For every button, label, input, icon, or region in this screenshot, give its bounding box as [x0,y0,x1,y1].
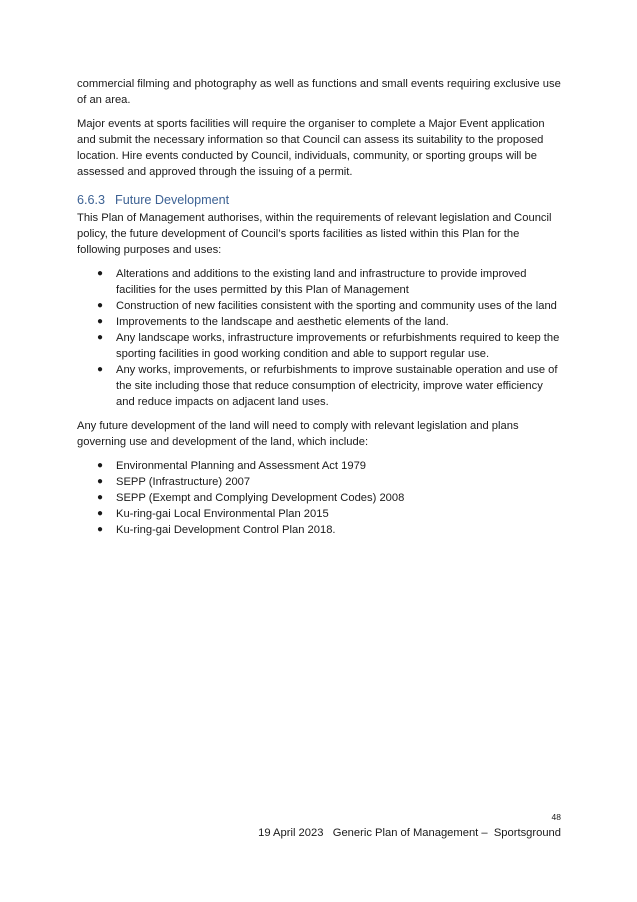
list-item-text: Ku-ring-gai Development Control Plan 2018. [116,524,336,536]
page-number: 48 [551,812,561,822]
list-item [77,330,563,362]
list-item [77,458,563,474]
section-title: Future Development [115,193,230,207]
document-page [77,76,563,546]
bullet-icon: ● [97,524,104,535]
paragraph-intro: This Plan of Management authorises, within the requirements of relevant legislation and Council policy, the future development of Council’s sports facilities as listed within this Plan for the following purposes and uses: [77,212,552,256]
list-item-text: SEPP (Infrastructure) 2007 [116,476,251,488]
bullet-icon: ● [97,332,104,343]
section-number: 6.6.3 [77,193,106,207]
list-item [77,506,563,522]
list-item-text: Alterations and additions to the existing land and infrastructure to provide improved facilities for the uses permitted by this Plan of Management [116,268,527,296]
paragraph-compliance: Any future development of the land will need to comply with relevant legislation and plans governing use and development of the land, which include: [77,420,519,448]
list-item-text: Any works, improvements, or refurbishments to improve sustainable operation and use of the site including those that reduce consumption of electricity, improve water efficiency and reduce impacts on adjacent land uses. [116,364,558,408]
page-footer [258,812,561,841]
paragraph-commercial-filming: commercial filming and photography as well as functions and small events requiring exclusive use of an area. [77,78,561,106]
bullet-icon: ● [97,268,104,279]
list-item-text: SEPP (Exempt and Complying Development Codes) 2008 [116,492,405,504]
list-item [77,474,563,490]
bullet-icon: ● [97,300,104,311]
bullet-icon: ● [97,492,104,503]
list-item [77,298,563,314]
list-item-text: Environmental Planning and Assessment Act 1979 [116,460,367,472]
list-item [77,314,563,330]
list-item [77,266,563,298]
footer-text: 19 April 2023 Generic Plan of Management – Sportsground [258,827,561,839]
bullet-icon: ● [97,508,104,519]
plans-list [77,458,563,538]
list-item [77,362,563,410]
bullet-icon: ● [97,460,104,471]
list-item-text: Any landscape works, infrastructure improvements or refurbishments required to keep the sporting facilities in good working condition and able to support regular use. [116,332,560,360]
list-item [77,522,563,538]
uses-list [77,266,563,410]
section-heading [77,192,563,209]
list-item [77,490,563,506]
list-item-text: Improvements to the landscape and aesthetic elements of the land. [116,316,449,328]
paragraph-major-events: Major events at sports facilities will require the organiser to complete a Major Event application and submit the necessary information so that Council can assess its suitability to the proposed location. Hire events conducted by Council, individuals, community, or sporting groups will be assessed and approved through the issuing of a permit. [77,118,545,178]
list-item-text: Construction of new facilities consistent with the sporting and community uses of the land [116,300,557,312]
bullet-icon: ● [97,316,104,327]
list-item-text: Ku-ring-gai Local Environmental Plan 2015 [116,508,329,520]
bullet-icon: ● [97,476,104,487]
bullet-icon: ● [97,364,104,375]
